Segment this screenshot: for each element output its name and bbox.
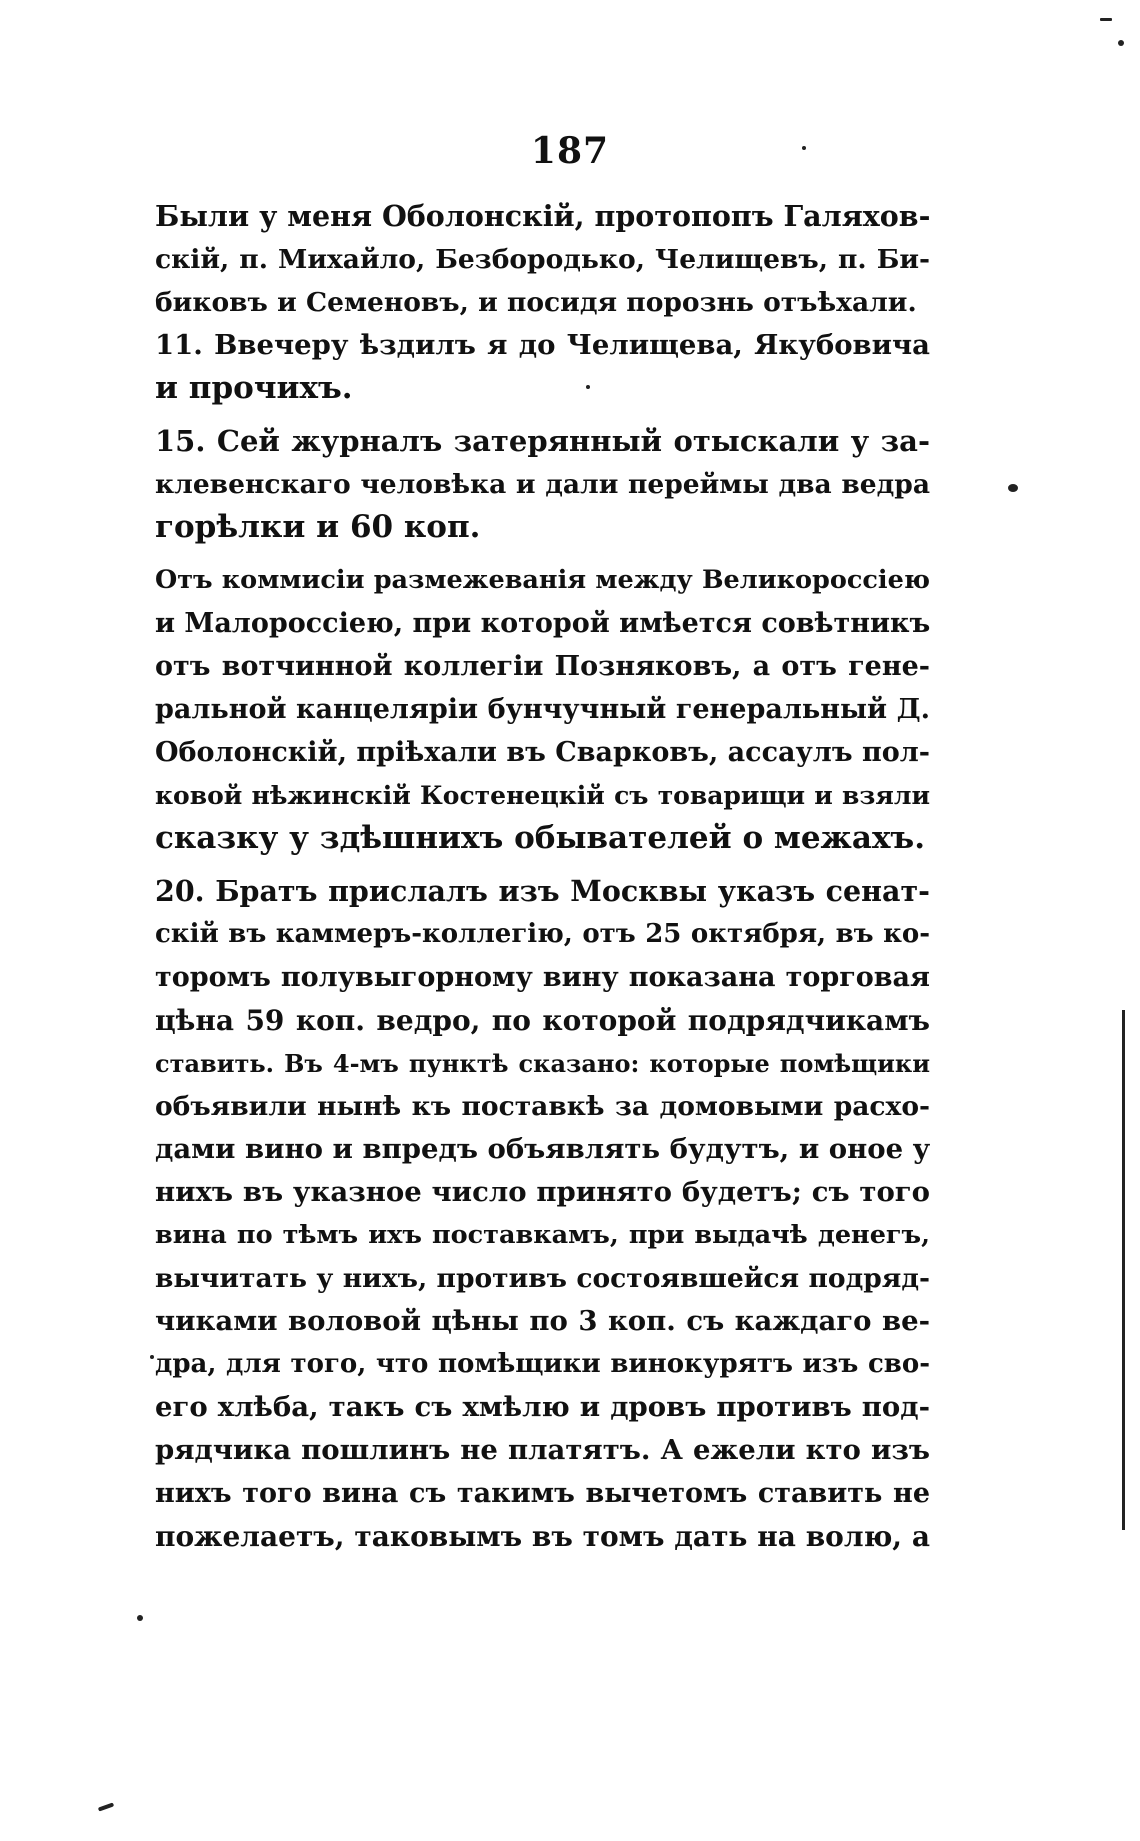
text-line: ставить. Въ 4-мъ пунктѣ сказано: которые помѣщики (155, 1049, 930, 1078)
scan-speck (1008, 484, 1018, 492)
paragraph-gap (155, 410, 930, 420)
text-line: нихъ въ указное число принято будетъ; съ того (155, 1176, 930, 1208)
scan-margin-line (1122, 1010, 1125, 1530)
text-line: дами вино и впредъ объявлять будутъ, и оное у (155, 1133, 930, 1165)
text-line: чиками воловой цѣны по 3 коп. съ каждаго ве- (155, 1305, 930, 1337)
text-line: отъ вотчинной коллегіи Позняковъ, а отъ гене- (155, 651, 930, 682)
text-line: ковой нѣжинскій Костенецкій съ товарищи и взяли (155, 781, 930, 810)
scan-speck (137, 1615, 143, 1621)
scan-speck (98, 1802, 114, 1811)
text-line: Оболонскій, пріѣхали въ Сварковъ, ассаулъ пол- (155, 737, 930, 768)
scan-speck (586, 385, 590, 389)
paragraph-gap (155, 549, 930, 559)
paragraph-gap (155, 860, 930, 870)
text-line: скій въ каммеръ-коллегію, отъ 25 октября, въ ко- (155, 919, 930, 949)
text-line: и Малороссіею, при которой имѣется совѣтникъ (155, 608, 930, 639)
text-line: 20. Братъ прислалъ изъ Москвы указъ сенат- (155, 874, 930, 908)
text-line: дра, для того, что помѣщики винокурятъ изъ сво- (155, 1349, 930, 1379)
body-text (155, 195, 930, 1558)
text-line: 11. Ввечеру ѣздилъ я до Челищева, Якубовича (155, 329, 930, 361)
text-line: биковъ и Семеновъ, и посидя порознь отъѣхали. (155, 287, 917, 318)
text-line: нихъ того вина съ такимъ вычетомъ ставить не (155, 1478, 930, 1509)
text-line: рядчика пошлинъ не платятъ. А ежели кто изъ (155, 1434, 930, 1466)
text-line: пожелаетъ, таковымъ въ томъ дать на волю, а (155, 1520, 930, 1553)
text-line: Были у меня Оболонскій, протопопъ Галяхов- (155, 199, 930, 233)
text-line: его хлѣба, такъ съ хмѣлю и дровъ противъ под- (155, 1391, 930, 1423)
scan-speck (1100, 18, 1112, 21)
page-number: 187 (530, 130, 610, 172)
text-line: объявили нынѣ къ поставкѣ за домовыми расхо- (155, 1091, 930, 1122)
text-line: и прочихъ. (155, 370, 353, 406)
text-line: Отъ коммисіи размежеванія между Великороссіею (155, 565, 930, 595)
text-line: сказку у здѣшнихъ обывателей о межахъ. (155, 820, 926, 856)
text-line: ральной канцеляріи бунчучный генеральный Д. (155, 694, 930, 725)
text-line: цѣна 59 коп. ведро, по которой подрядчикамъ (155, 1004, 930, 1037)
text-line: вычитать у нихъ, противъ состоявшейся подряд- (155, 1263, 930, 1294)
text-line: вина по тѣмъ ихъ поставкамъ, при выдачѣ денегъ, (155, 1220, 930, 1250)
text-line: клевенскаго человѣка и дали переймы два ведра (155, 469, 930, 500)
scan-speck (1118, 40, 1124, 46)
scan-speck (802, 146, 806, 150)
text-line: 15. Сей журналъ затерянный отыскали у за- (155, 424, 930, 458)
text-line: скій, п. Михайло, Безбородько, Челищевъ, п. Би- (155, 244, 930, 275)
text-line: торомъ полувыгорному вину показана торговая (155, 962, 930, 993)
text-line: горѣлки и 60 коп. (155, 509, 481, 545)
scan-speck (150, 1355, 154, 1359)
